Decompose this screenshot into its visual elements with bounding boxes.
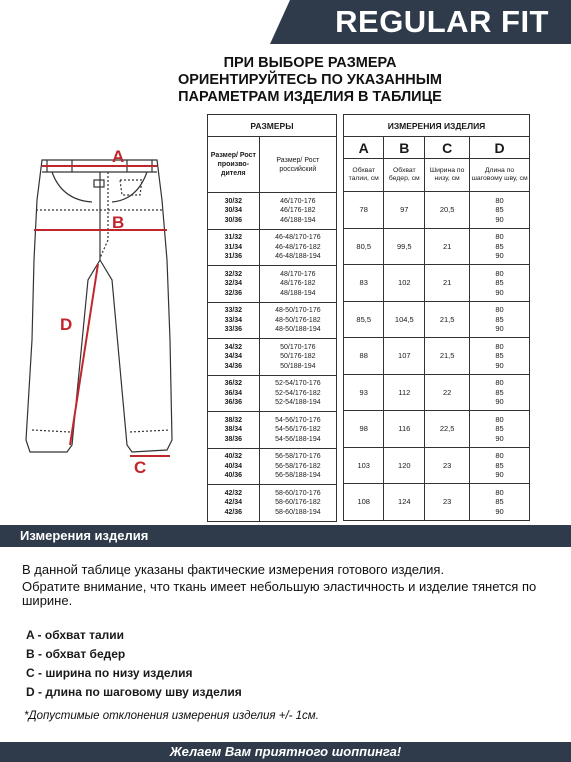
- measure-b-cell: 104,5: [384, 301, 425, 338]
- size-value: 34/32: [224, 343, 243, 351]
- size-table-title: РАЗМЕРЫ: [208, 115, 337, 137]
- measure-a-cell: 93: [344, 374, 384, 411]
- inseam-value: 90: [495, 433, 504, 443]
- inseam-value: 85: [495, 387, 504, 397]
- ru-size-value: 46-48/176-182: [275, 243, 321, 251]
- jeans-diagram: [12, 140, 202, 480]
- ru-size-value: 46/188-194: [280, 216, 316, 224]
- measure-c-cell: 23: [425, 447, 470, 484]
- inseam-value: 90: [495, 506, 504, 516]
- size-value: 36/36: [224, 399, 243, 406]
- intro-line: Обратите внимание, что ткань имеет небольшую эластичность и изделие тянется по ширине.: [22, 579, 537, 608]
- table-row: [344, 228, 530, 265]
- inseam-value: 80: [495, 195, 504, 205]
- ru-size-cell: [259, 485, 336, 522]
- measure-d-cell: [470, 301, 530, 338]
- col-inseam: Длина по шаговому шву, см: [470, 159, 530, 192]
- ru-size-value: 48-50/188-194: [275, 326, 321, 333]
- measure-c-cell: 21,5: [425, 301, 470, 338]
- ru-size-cell: [259, 375, 336, 412]
- size-value: 31/36: [224, 253, 243, 260]
- measure-b-cell: 124: [384, 484, 425, 521]
- inseam-value: 80: [495, 268, 504, 278]
- legend-item: C - ширина по низу изделия: [26, 666, 193, 680]
- size-cell: [208, 375, 260, 412]
- inseam-value: 85: [495, 460, 504, 470]
- header-banner: [0, 0, 571, 44]
- size-value: 38/32: [224, 416, 243, 424]
- col-letter-b: B: [384, 137, 425, 159]
- table-row: [344, 447, 530, 484]
- table-row: [208, 375, 337, 412]
- col-hem: Ширина по низу, см: [425, 159, 470, 192]
- measure-d-cell: [470, 484, 530, 521]
- measure-b-cell: 107: [384, 338, 425, 375]
- size-value: 42/34: [224, 499, 243, 506]
- size-value: 36/32: [224, 380, 243, 387]
- size-value: 38/36: [224, 435, 243, 443]
- ru-size-value: 48-50/176-182: [275, 316, 321, 324]
- inseam-value: 80: [495, 487, 504, 497]
- ru-size-value: 54-56/188-194: [275, 435, 321, 443]
- inseam-value: 90: [495, 287, 504, 297]
- measure-d-cell: [470, 447, 530, 484]
- inseam-value: 90: [495, 470, 504, 479]
- ru-size-value: 46/170-176: [280, 197, 316, 205]
- ru-size-value: 46-48/170-176: [275, 234, 321, 241]
- measure-c-cell: 22,5: [425, 411, 470, 448]
- size-cell: [208, 229, 260, 266]
- measure-c-cell: 21: [425, 228, 470, 265]
- inseam-line: [70, 264, 98, 445]
- inseam-value: 80: [495, 341, 504, 351]
- measure-c-cell: 21: [425, 265, 470, 302]
- col-letter-d: D: [470, 137, 530, 159]
- size-value: 33/36: [224, 326, 243, 333]
- ru-size-value: 56-58/188-194: [275, 472, 321, 479]
- inseam-value: 90: [495, 251, 504, 260]
- measure-d-cell: [470, 192, 530, 229]
- ru-size-cell: [259, 229, 336, 266]
- size-cell: [208, 339, 260, 376]
- tolerance-note: *Допустимые отклонения измерения изделия +/- 1см.: [24, 710, 319, 722]
- inseam-value: 80: [495, 414, 504, 424]
- table-row: [208, 485, 337, 522]
- size-value: 32/36: [224, 289, 243, 297]
- ru-size-cell: [259, 339, 336, 376]
- ru-size-value: 54-56/170-176: [275, 416, 321, 424]
- inseam-value: 90: [495, 324, 504, 333]
- size-value: 32/34: [224, 280, 243, 287]
- size-value: 33/34: [224, 316, 243, 324]
- measure-a-cell: 108: [344, 484, 384, 521]
- inseam-value: 85: [495, 497, 504, 506]
- ru-size-value: 50/188-194: [280, 362, 316, 370]
- size-value: 42/36: [224, 508, 243, 516]
- measure-b-cell: 116: [384, 411, 425, 448]
- inseam-value: 90: [495, 214, 504, 224]
- page-headline: ПРИ ВЫБОРЕ РАЗМЕРА ОРИЕНТИРУЙТЕСЬ ПО УКАЗАННЫМ ПАРАМЕТРАМ ИЗДЕЛИЯ В ТАБЛИЦЕ: [177, 55, 442, 105]
- ru-size-value: 58-60/188-194: [275, 508, 321, 516]
- table-row: [208, 448, 337, 485]
- legend-item: D - длина по шаговому шву изделия: [26, 685, 242, 699]
- measure-b-cell: 102: [384, 265, 425, 302]
- inseam-value: 80: [495, 451, 504, 460]
- size-value: 31/32: [224, 234, 243, 241]
- measure-c-cell: 20,5: [425, 192, 470, 229]
- label-d: D: [60, 315, 73, 334]
- inseam-value: 90: [495, 360, 504, 370]
- size-value: 40/32: [224, 453, 243, 460]
- ru-size-value: 56-58/176-182: [275, 462, 321, 470]
- fit-title: REGULAR FIT: [335, 4, 549, 39]
- measure-a-cell: 85,5: [344, 301, 384, 338]
- col-letter-c: C: [425, 137, 470, 159]
- table-row: [344, 338, 530, 375]
- table-row: [344, 265, 530, 302]
- col-hip: Обхват бедер, см: [384, 159, 425, 192]
- measure-d-cell: [470, 338, 530, 375]
- measure-a-cell: 98: [344, 411, 384, 448]
- ru-size-cell: [259, 412, 336, 449]
- table-row: [208, 193, 337, 230]
- ru-size-value: 50/176-182: [280, 353, 316, 360]
- inseam-value: 85: [495, 424, 504, 433]
- inseam-value: 80: [495, 232, 504, 241]
- section-title: Измерения изделия: [20, 528, 149, 543]
- measure-a-cell: 103: [344, 447, 384, 484]
- size-value: 40/36: [224, 472, 243, 479]
- ru-size-cell: [259, 448, 336, 485]
- size-value: 34/36: [224, 362, 243, 370]
- table-row: [344, 484, 530, 521]
- col-waist: Обхват талии, см: [344, 159, 384, 192]
- measure-d-cell: [470, 374, 530, 411]
- col-letter-a: A: [344, 137, 384, 159]
- inseam-value: 85: [495, 314, 504, 324]
- table-row: [344, 301, 530, 338]
- ru-size-value: 48-50/170-176: [275, 307, 321, 314]
- size-value: 33/32: [224, 307, 243, 314]
- inseam-value: 85: [495, 278, 504, 287]
- inseam-value: 80: [495, 305, 504, 314]
- table-row: [344, 411, 530, 448]
- ru-size-value: 54-56/176-182: [275, 426, 321, 433]
- legend-list: [26, 626, 242, 702]
- label-a: A: [112, 147, 125, 166]
- measure-d-cell: [470, 411, 530, 448]
- ru-size-value: 52-54/170-176: [275, 380, 321, 387]
- size-cell: [208, 448, 260, 485]
- size-value: 34/34: [224, 353, 243, 360]
- ru-size-value: 48/170-176: [280, 270, 316, 278]
- measure-a-cell: 83: [344, 265, 384, 302]
- inseam-value: 85: [495, 205, 504, 214]
- ru-size-value: 52-54/176-182: [275, 389, 321, 397]
- size-value: 32/32: [224, 270, 243, 278]
- intro-line: В данной таблице указаны фактические измерения готового изделия.: [22, 562, 445, 577]
- ru-size-value: 46/176-182: [280, 207, 316, 214]
- measure-b-cell: 112: [384, 374, 425, 411]
- ru-size-value: 52-54/188-194: [275, 399, 321, 406]
- measure-a-cell: 88: [344, 338, 384, 375]
- size-value: 40/34: [224, 462, 243, 470]
- ru-size-value: 56-58/170-176: [275, 453, 321, 460]
- size-value: 30/34: [224, 207, 243, 214]
- label-c: C: [134, 458, 147, 477]
- legend-item: B - обхват бедер: [26, 647, 126, 661]
- inseam-value: 90: [495, 397, 504, 406]
- ru-size-value: 48/176-182: [280, 280, 316, 287]
- size-cell: [208, 485, 260, 522]
- table-row: [208, 266, 337, 303]
- size-value: 42/32: [224, 489, 243, 497]
- table-row: [208, 412, 337, 449]
- inseam-value: 80: [495, 378, 504, 387]
- ru-size-value: 58-60/170-176: [275, 489, 321, 497]
- ru-size-cell: [259, 193, 336, 230]
- inseam-value: 85: [495, 351, 504, 360]
- measure-b-cell: 120: [384, 447, 425, 484]
- size-value: 38/34: [224, 426, 243, 433]
- table-row: [208, 302, 337, 339]
- jeans-outline: [26, 160, 172, 452]
- ru-size-cell: [259, 266, 336, 303]
- size-cell: [208, 266, 260, 303]
- measure-b-cell: 97: [384, 192, 425, 229]
- table-row: [208, 339, 337, 376]
- measure-c-cell: 22: [425, 374, 470, 411]
- size-cell: [208, 193, 260, 230]
- ru-size-value: 46-48/188-194: [275, 253, 321, 260]
- ru-size-value: 48/188-194: [280, 289, 316, 297]
- size-value: 30/32: [224, 197, 243, 205]
- legend-item: A - обхват талии: [26, 628, 125, 642]
- measure-table-title: ИЗМЕРЕНИЯ ИЗДЕЛИЯ: [344, 115, 530, 137]
- measure-table-body: [344, 192, 530, 521]
- measure-d-cell: [470, 265, 530, 302]
- footer-text: Желаем Вам приятного шоппинга!: [169, 744, 402, 759]
- measure-c-cell: 23: [425, 484, 470, 521]
- table-row: [344, 192, 530, 229]
- size-value: 36/34: [224, 389, 243, 397]
- measure-a-cell: 78: [344, 192, 384, 229]
- size-value: 31/34: [224, 243, 243, 251]
- size-col-russian: Размер/ Рост российский: [259, 137, 336, 193]
- size-table: [207, 114, 337, 522]
- table-row: [208, 229, 337, 266]
- size-value: 30/36: [224, 216, 243, 224]
- measure-a-cell: 80,5: [344, 228, 384, 265]
- size-col-maker: Размер/ Рост произво- дителя: [208, 137, 260, 193]
- ru-size-cell: [259, 302, 336, 339]
- ru-size-value: 50/170-176: [280, 343, 316, 351]
- ru-size-value: 58-60/176-182: [275, 499, 321, 506]
- table-row: [344, 374, 530, 411]
- intro-text: [22, 563, 562, 611]
- measure-b-cell: 99,5: [384, 228, 425, 265]
- size-cell: [208, 302, 260, 339]
- size-table-body: [208, 193, 337, 522]
- inseam-value: 85: [495, 241, 504, 251]
- measure-c-cell: 21,5: [425, 338, 470, 375]
- label-b: B: [112, 213, 125, 232]
- size-cell: [208, 412, 260, 449]
- measure-table: [343, 114, 530, 521]
- measure-d-cell: [470, 228, 530, 265]
